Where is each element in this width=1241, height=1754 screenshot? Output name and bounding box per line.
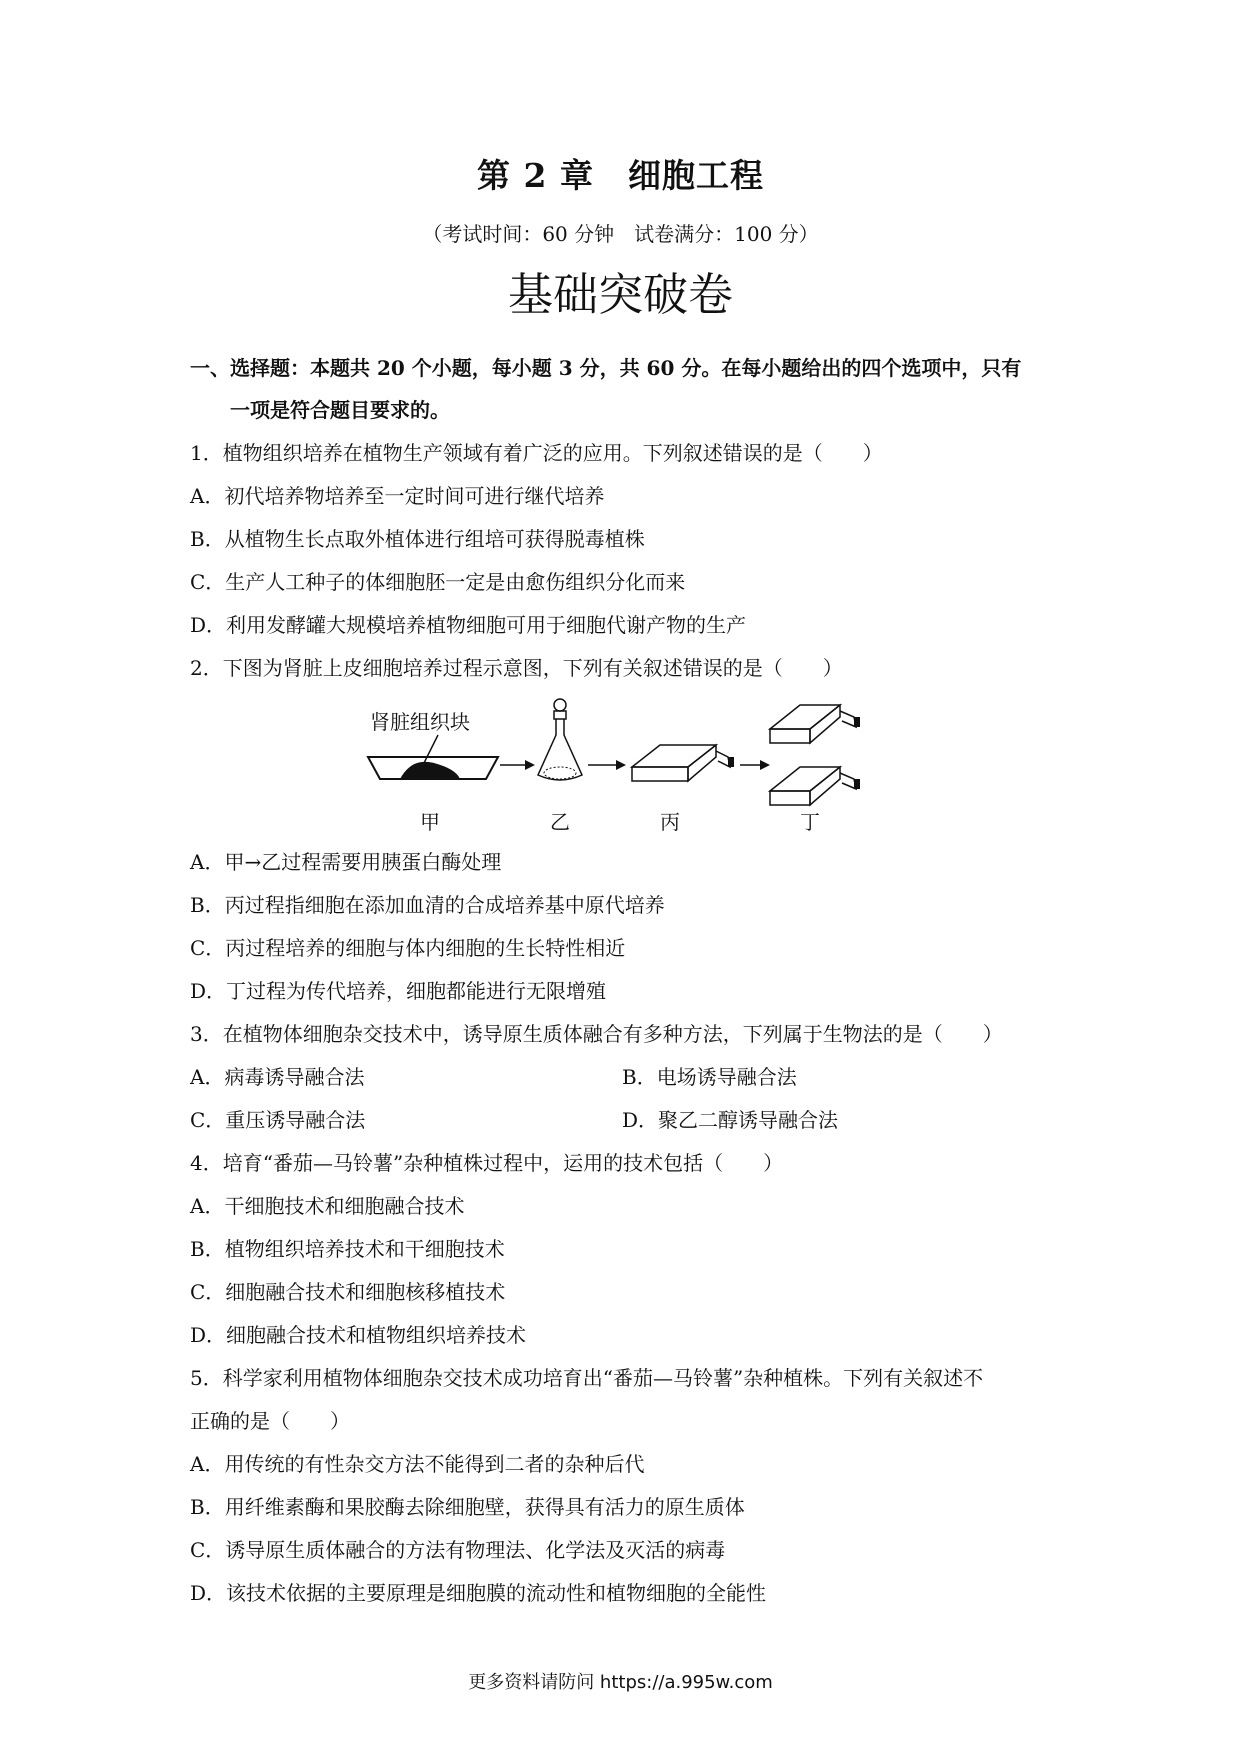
figure-label-jia: 甲 — [420, 810, 440, 834]
section-heading-cont: 一项是符合题目要求的。 — [230, 398, 450, 422]
q4-option-c: C．细胞融合技术和细胞核移植技术 — [190, 1280, 506, 1304]
q4-option-b: B．植物组织培养技术和干细胞技术 — [190, 1237, 505, 1261]
q1-option-a: A．初代培养物培养至一定时间可进行继代培养 — [190, 484, 605, 508]
q4-option-d: D．细胞融合技术和植物组织培养技术 — [190, 1323, 527, 1347]
q2-option-a: A．甲→乙过程需要用胰蛋白酶处理 — [190, 850, 502, 874]
question-1-stem: 1．植物组织培养在植物生产领域有着广泛的应用。下列叙述错误的是（ ） — [190, 441, 883, 465]
culture-bottle-icon-passage-2 — [770, 767, 860, 805]
q5-option-a: A．用传统的有性杂交方法不能得到二者的杂种后代 — [190, 1452, 645, 1476]
q3-option-a: A．病毒诱导融合法 — [190, 1065, 365, 1089]
q5-option-b: B．用纤维素酶和果胶酶去除细胞壁，获得具有活力的原生质体 — [190, 1495, 745, 1519]
figure-label-ding: 丁 — [800, 810, 820, 834]
footer-link[interactable]: 更多资料请防问 https://a.995w.com — [468, 1672, 773, 1693]
q1-option-d: D．利用发酵罐大规模培养植物细胞可用于细胞代谢产物的生产 — [190, 613, 747, 637]
culture-bottle-icon-passage-1 — [770, 705, 860, 743]
q5-option-d: D．该技术依据的主要原理是细胞膜的流动性和植物细胞的全能性 — [190, 1581, 767, 1605]
section-heading: 一、选择题：本题共 20 个小题，每小题 3 分，共 60 分。在每小题给出的四个选项中，只有 — [190, 356, 1022, 380]
figure-tissue-label: 肾脏组织块 — [370, 710, 470, 734]
q1-option-b: B．从植物生长点取外植体进行组培可获得脱毒植株 — [190, 527, 645, 551]
culture-bottle-icon-primary — [632, 745, 734, 781]
question-2-stem: 2．下图为肾脏上皮细胞培养过程示意图，下列有关叙述错误的是（ ） — [190, 656, 843, 680]
q4-option-a: A．干细胞技术和细胞融合技术 — [190, 1194, 465, 1218]
conical-flask-icon — [538, 699, 582, 780]
label-pointer-line — [424, 735, 438, 763]
question-3-stem: 3．在植物体细胞杂交技术中，诱导原生质体融合有多种方法，下列属于生物法的是（ ） — [190, 1022, 1003, 1046]
q2-option-b: B．丙过程指细胞在添加血清的合成培养基中原代培养 — [190, 893, 665, 917]
q2-option-d: D．丁过程为传代培养，细胞都能进行无限增殖 — [190, 979, 607, 1003]
question-5-stem: 5．科学家利用植物体细胞杂交技术成功培育出“番茄—马铃薯”杂种植株。下列有关叙述不 — [190, 1366, 984, 1390]
figure-label-bing: 丙 — [660, 810, 680, 834]
q3-option-b: B．电场诱导融合法 — [622, 1065, 797, 1089]
q3-option-c: C．重压诱导融合法 — [190, 1108, 366, 1132]
figure-label-yi: 乙 — [550, 810, 570, 834]
culture-dish-icon — [368, 757, 498, 779]
q5-option-c: C．诱导原生质体融合的方法有物理法、化学法及灭活的病毒 — [190, 1538, 726, 1562]
exam-info: （考试时间：60 分钟 试卷满分：100 分） — [422, 222, 819, 246]
q3-option-d: D．聚乙二醇诱导融合法 — [622, 1108, 839, 1132]
q2-option-c: C．丙过程培养的细胞与体内细胞的生长特性相近 — [190, 936, 626, 960]
cell-culture-figure — [360, 695, 900, 835]
paper-name: 基础突破卷 — [507, 268, 733, 321]
page-title: 第 2 章 细胞工程 — [477, 156, 764, 195]
q1-option-c: C．生产人工种子的体细胞胚一定是由愈伤组织分化而来 — [190, 570, 686, 594]
question-4-stem: 4．培育“番茄—马铃薯”杂种植株过程中，运用的技术包括（ ） — [190, 1151, 784, 1175]
question-5-stem-cont: 正确的是（ ） — [190, 1409, 350, 1433]
